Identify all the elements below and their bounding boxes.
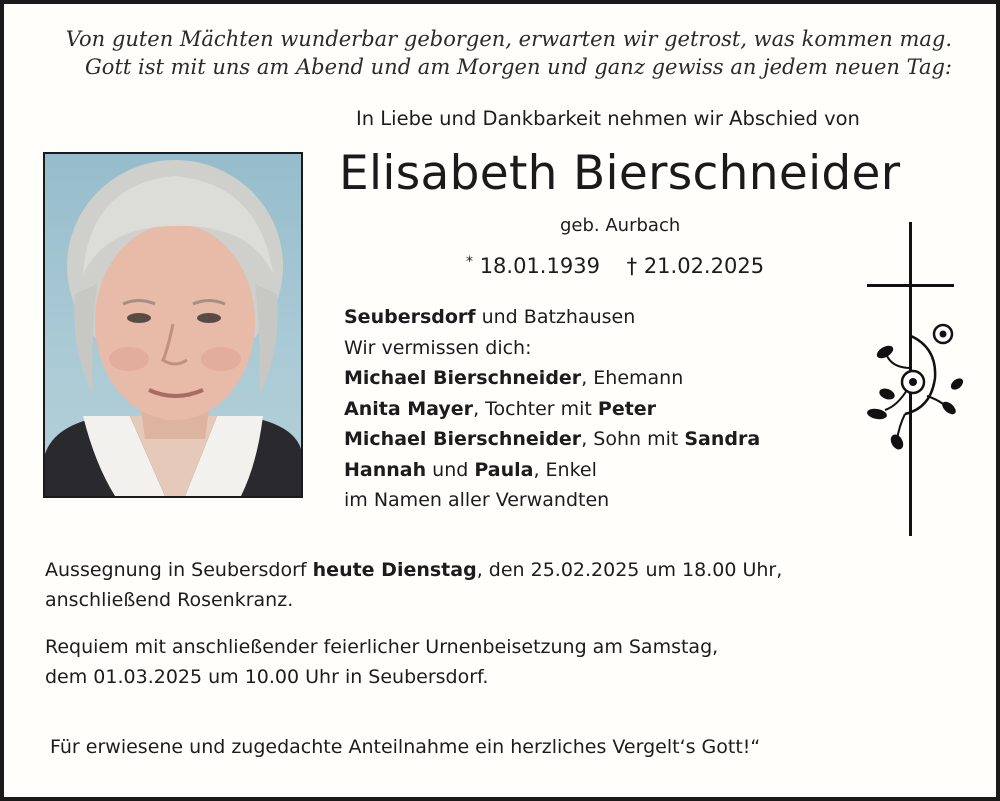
husband-role: , Ehemann (581, 367, 684, 389)
blessing-suffix: , den 25.02.2025 um 18.00 Uhr, (476, 559, 783, 581)
service-announcements (45, 555, 782, 709)
mourner-son (344, 424, 760, 455)
blessing-line-1 (45, 555, 782, 585)
cross-with-roses-icon (857, 218, 967, 538)
requiem-announcement (45, 632, 782, 692)
places-line (344, 302, 760, 333)
death-symbol: † (626, 254, 638, 278)
grandchildren-role: , Enkel (533, 458, 597, 481)
family-heading: Wir vermissen dich: (344, 336, 532, 359)
deceased-name: Elisabeth Bierschneider (339, 146, 901, 201)
death-date: 21.02.2025 (643, 254, 765, 278)
portrait-photo (43, 152, 303, 498)
daughter-role: , Tochter mit (473, 397, 598, 420)
mourner-grandchildren (344, 455, 760, 486)
blessing-prefix: Aussegnung in Seubersdorf (45, 559, 313, 581)
blessing-day: heute Dienstag (312, 559, 477, 581)
maiden-name: geb. Aurbach (560, 215, 681, 236)
portrait-illustration (45, 154, 301, 496)
birth-date-group (466, 254, 600, 278)
blessing-announcement (45, 555, 782, 615)
bonhoeffer-quote (34, 25, 952, 81)
son-name: Michael Bierschneider (344, 428, 582, 450)
grandchild-connector: und (426, 458, 475, 481)
life-dates (466, 254, 784, 278)
relatives-line: im Namen aller Verwandten (344, 489, 610, 511)
quote-line-2: Gott ist mit uns am Abend und am Morgen und ganz gewiss an jedem neuen Tag: (85, 55, 952, 79)
son-partner: Sandra (684, 428, 761, 450)
grandchild-first: Hannah (344, 458, 427, 481)
place-main: Seubersdorf (344, 306, 476, 328)
blessing-line-2: anschließend Rosenkranz. (45, 589, 294, 611)
birth-symbol: * (466, 254, 473, 270)
requiem-line-1: Requiem mit anschließender feierlicher Urnenbeisetzung am Samstag, (45, 636, 719, 658)
mourner-daughter (344, 394, 760, 425)
grandchild-second: Paula (474, 458, 534, 481)
quote-line-1: Von guten Mächten wunderbar geborgen, erwarten wir getrost, was kommen mag. (65, 27, 952, 51)
daughter-name: Anita Mayer (344, 397, 474, 420)
son-role: , Sohn mit (581, 428, 685, 450)
thanks-line: Für erwiesene und zugedachte Anteilnahme ein herzliches Vergelt‘s Gott!“ (50, 736, 761, 758)
daughter-partner: Peter (597, 397, 657, 420)
family-block (344, 302, 760, 516)
husband-name: Michael Bierschneider (344, 367, 582, 389)
place-connector: und Batzhausen (475, 306, 636, 328)
intro-text: In Liebe und Dankbarkeit nehmen wir Abschied von (356, 107, 860, 130)
mourner-husband (344, 363, 760, 394)
birth-date: 18.01.1939 (479, 254, 600, 278)
requiem-line-2: dem 01.03.2025 um 10.00 Uhr in Seubersdorf. (45, 666, 489, 688)
death-date-group (627, 254, 764, 278)
